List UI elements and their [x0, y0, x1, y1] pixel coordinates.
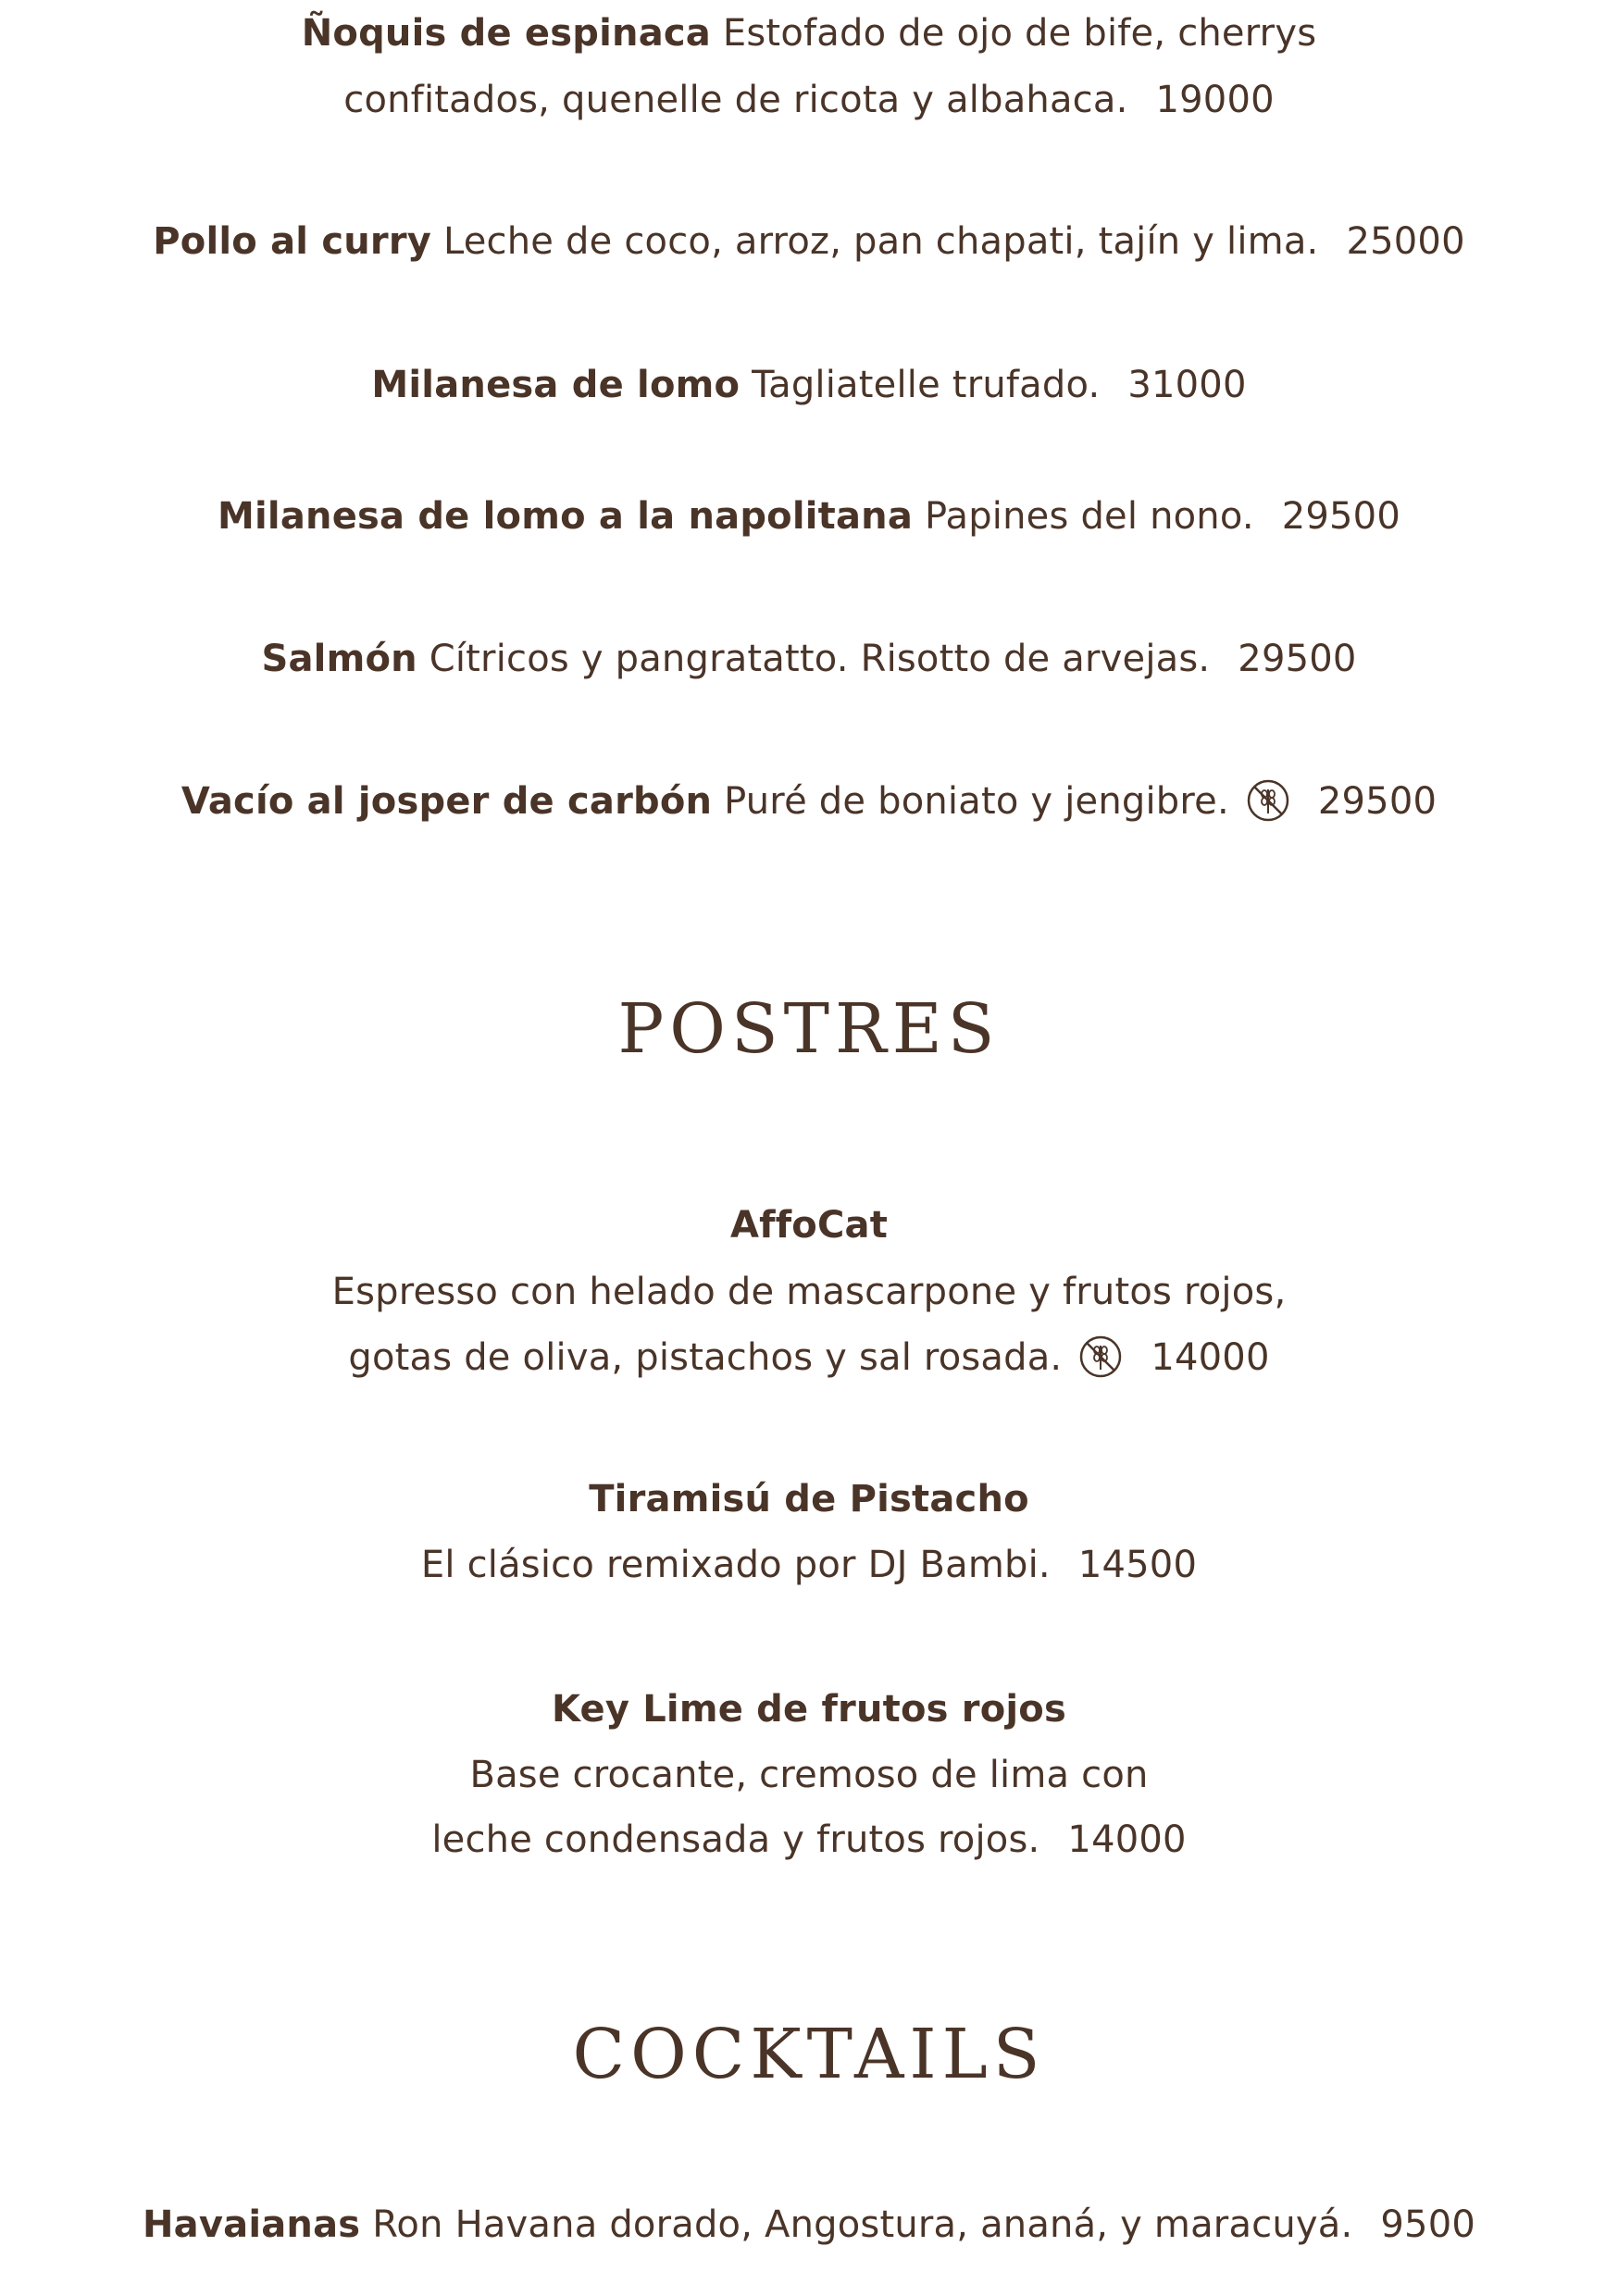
item-description: Espresso con helado de mascarpone y frutos rojos, [331, 1271, 1287, 1313]
menu-item-vacio [0, 777, 1618, 825]
item-price: 19000 [1155, 79, 1275, 121]
item-price: 14500 [1077, 1544, 1198, 1586]
item-description: Tagliatelle trufado. [752, 364, 1101, 406]
section-title-cocktails: COCKTAILS [572, 2015, 1046, 2094]
item-price: 29500 [1281, 495, 1400, 538]
item-description: Leche de coco, arroz, pan chapati, tajín y lima. [442, 220, 1319, 263]
dessert-affocat-desc1 [0, 1268, 1618, 1316]
menu-item-pollo-curry [0, 217, 1618, 266]
cocktail-havaianas [0, 2201, 1618, 2249]
item-description: Puré de boniato y jengibre. [724, 780, 1229, 823]
section-title-postres: POSTRES [617, 989, 1001, 1069]
item-name: Ñoquis de espinaca [301, 12, 711, 55]
dessert-keylime-desc2 [0, 1816, 1618, 1864]
dessert-keylime-desc1 [0, 1751, 1618, 1799]
menu-item-milanesa-napolitana [0, 492, 1618, 540]
item-description: Papines del nono. [924, 495, 1254, 538]
menu-item-milanesa-lomo [0, 361, 1618, 409]
menu-item-noquis [0, 9, 1618, 57]
item-price: 25000 [1346, 220, 1465, 263]
item-description: confitados, quenelle de ricota y albahaca. [343, 79, 1128, 121]
item-name: Salmón [261, 638, 417, 680]
item-description: Cítricos y pangratatto. Risotto de arvejas. [429, 638, 1211, 680]
item-price: 29500 [1238, 638, 1357, 680]
menu-item-noquis-line2 [0, 76, 1618, 124]
menu-item-salmon [0, 635, 1618, 683]
item-name: Tiramisú de Pistacho [589, 1478, 1029, 1520]
dessert-affocat-name [0, 1201, 1618, 1249]
item-description: Estofado de ojo de bife, cherrys [722, 12, 1317, 55]
item-price: 14000 [1151, 1336, 1270, 1379]
item-name: Vacío al josper de carbón [180, 780, 713, 823]
item-description: leche condensada y frutos rojos. [431, 1818, 1040, 1861]
dessert-tiramisu-desc [0, 1541, 1618, 1589]
dessert-tiramisu-name [0, 1475, 1618, 1523]
gluten-free-icon [1078, 1334, 1123, 1379]
item-name: AffoCat [729, 1204, 889, 1247]
item-name: Key Lime de frutos rojos [552, 1688, 1066, 1731]
dessert-affocat-desc2 [0, 1334, 1618, 1382]
dessert-keylime-name [0, 1685, 1618, 1733]
item-description: Ron Havana dorado, Angostura, ananá, y maracuyá. [372, 2203, 1353, 2246]
item-description: El clásico remixado por DJ Bambi. [420, 1544, 1051, 1586]
item-name: Milanesa de lomo [371, 364, 741, 406]
item-name: Pollo al curry [153, 220, 432, 263]
item-price: 14000 [1067, 1818, 1187, 1861]
item-price: 29500 [1317, 780, 1438, 823]
item-description: Base crocante, cremoso de lima con [469, 1754, 1149, 1796]
gluten-free-icon [1246, 778, 1290, 823]
item-price: 9500 [1380, 2203, 1476, 2246]
item-description: gotas de oliva, pistachos y sal rosada. [348, 1336, 1063, 1379]
item-price: 31000 [1127, 364, 1247, 406]
item-name: Milanesa de lomo a la napolitana [218, 495, 914, 538]
item-name: Havaianas [142, 2203, 361, 2246]
